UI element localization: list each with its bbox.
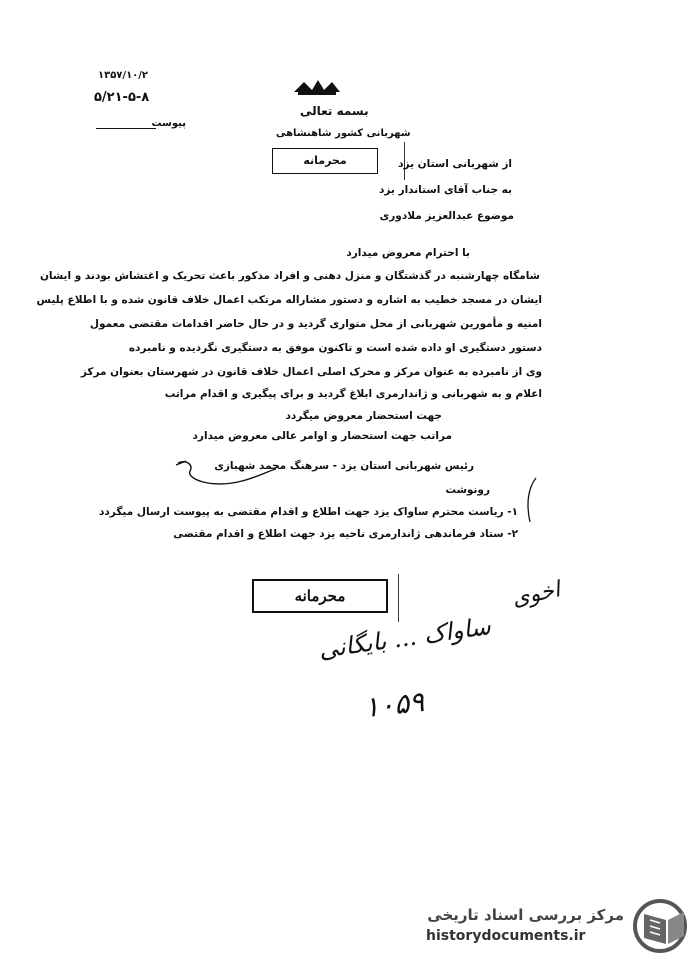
footer-title: مرکز بررسی اسناد تاریخی <box>427 906 624 924</box>
body-line: شامگاه چهارشنبه در گذشتگان و منزل دهنی و افراد مذکور باعث تحریک و اغتشاش بودند و ایشان <box>39 270 540 282</box>
body-line: ایشان در مسجد خطیب به اشاره و دستور مشاراله مرتکب اعمال خلاف قانون شده و با اطلاع پلیس <box>36 294 542 306</box>
copies-heading: رونوشت <box>445 484 490 496</box>
reference-number: ۵/۲۱-۵-۸ <box>94 90 150 105</box>
body-line: اعلام و به شهربانی و ژاندارمری ابلاغ گردید و برای پیگیری و اقدام مراتب <box>164 388 542 400</box>
greeting-line: با احترام معروض میدارد <box>346 247 470 259</box>
from-line: از شهربانی استان یزد <box>398 158 512 170</box>
archive-logo-icon <box>632 898 692 958</box>
emblem-icon <box>292 78 342 100</box>
subject-line: موضوع عبدالعزیز ملادوری <box>379 210 514 222</box>
handwritten-initial: اخوی <box>509 577 563 612</box>
handwritten-note: ساواک ... بایگانی <box>316 612 493 664</box>
body-line: جهت استحضار معروض میگردد <box>285 410 442 422</box>
footer-url: historydocuments.ir <box>426 928 586 944</box>
emblem-title: بسمه تعالی <box>300 104 369 118</box>
copy-line: ۲- ستاد فرماندهی ژاندارمری ناحیه یزد جهت اطلاع و اقدام مقتضی <box>173 528 518 540</box>
copy-line: ۱- ریاست محترم ساواک یزد جهت اطلاع و اقدام مقتضی به پیوست ارسال میگردد <box>99 506 518 518</box>
organization-name: شهربانی کشور شاهنشاهی <box>276 128 411 139</box>
signature-line: رئیس شهربانی استان یزد - سرهنگ محمد شهبازی <box>214 460 474 472</box>
attachment-row <box>96 118 186 132</box>
body-line: امنیه و مأمورین شهربانی از محل متواری گردید و در حال حاضر اقدامات مقتضی معمول <box>89 318 542 330</box>
to-line: به جناب آقای استاندار یزد <box>379 184 512 196</box>
copies-bracket <box>524 476 538 528</box>
attachment-label: پیوست <box>151 118 186 129</box>
stamp-right-line <box>398 574 401 622</box>
body-line: وی از نامبرده به عنوان مرکز و محرک اصلی اعمال خلاف قانون در شهرستان بعنوان مرکز <box>80 366 542 378</box>
date-line: ۱۳۵۷/۱۰/۲ <box>98 70 149 81</box>
confidential-stamp-top: محرمانه <box>272 148 378 174</box>
signature-scribble <box>172 455 282 499</box>
body-line: دستور دستگیری او داده شده است و تاکنون موفق به دستگیری نگردیده و نامبرده <box>128 342 542 354</box>
handwritten-number: ۱۰۵۹ <box>362 684 426 725</box>
confidential-stamp-bottom: محرمانه <box>252 579 388 613</box>
body-line: مراتب جهت استحضار و اوامر عالی معروض میدارد <box>192 430 452 442</box>
